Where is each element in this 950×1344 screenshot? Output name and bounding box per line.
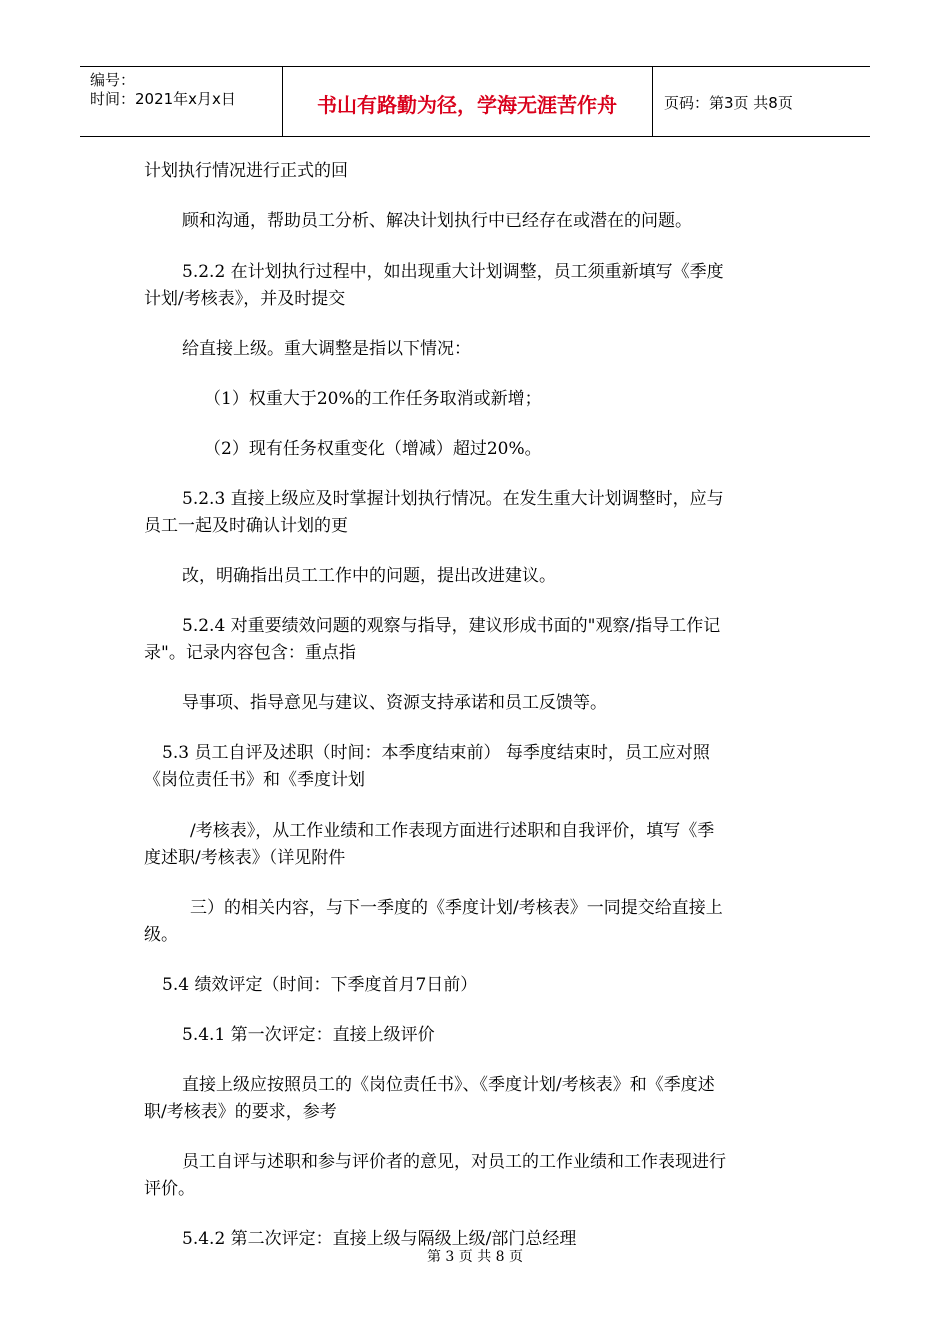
text-line: 5.2.4 对重要绩效问题的观察与指导，建议形成书面的"观察/指导工作记 [182, 616, 721, 636]
text-line: 改，明确指出员工工作中的问题，提出改进建议。 [182, 566, 556, 586]
header-page-cell [652, 67, 870, 136]
text-line: 5.2.3 直接上级应及时掌握计划执行情况。在发生重大计划调整时，应与 [182, 489, 724, 509]
document-number-label: 编号： [90, 71, 136, 89]
text-line: /考核表》，从工作业绩和工作表现方面进行述职和自我评价，填写《季 [190, 821, 715, 841]
text-line: 计划/考核表》，并及时提交 [144, 289, 346, 309]
header-motto: 书山有路勤为径，学海无涯苦作舟 [317, 93, 617, 117]
text-line: 员工自评与述职和参与评价者的意见，对员工的工作业绩和工作表现进行 [182, 1152, 726, 1172]
header-motto-cell [282, 67, 653, 136]
text-line: 三）的相关内容，与下一季度的《季度计划/考核表》一同提交给直接上 [190, 898, 723, 918]
text-line: 直接上级应按照员工的《岗位责任书》、《季度计划/考核表》和《季度述 [182, 1075, 715, 1095]
text-line: 5.4.1 第一次评定：直接上级评价 [182, 1025, 435, 1045]
text-line: 级。 [144, 925, 178, 945]
text-line: 录"。记录内容包含：重点指 [144, 643, 356, 663]
text-line: 计划执行情况进行正式的回 [144, 161, 348, 181]
text-line: 评价。 [144, 1179, 195, 1199]
text-line: 员工一起及时确认计划的更 [144, 516, 348, 536]
page-footer: 第 3 页 共 8 页 [426, 1249, 524, 1265]
text-line: 5.4 绩效评定（时间：下季度首月7日前） [162, 975, 478, 995]
text-line: 5.4.2 第二次评定：直接上级与隔级上级/部门总经理 [182, 1229, 577, 1249]
text-line: （2）现有任务权重变化（增减）超过20%。 [204, 439, 542, 459]
text-line: 给直接上级。重大调整是指以下情况： [182, 339, 471, 359]
page-header [80, 66, 870, 137]
text-line: （1）权重大于20%的工作任务取消或新增； [204, 389, 542, 409]
text-line: 职/考核表》的要求，参考 [144, 1102, 337, 1122]
text-line: 5.3 员工自评及述职（时间：本季度结束前） 每季度结束时，员工应对照 [162, 743, 710, 763]
header-info-cell [80, 67, 283, 136]
text-line: 顾和沟通，帮助员工分析、解决计划执行中已经存在或潜在的问题。 [182, 211, 692, 231]
text-line: 度述职/考核表》（详见附件 [144, 848, 346, 868]
text-line: 导事项、指导意见与建议、资源支持承诺和员工反馈等。 [182, 693, 607, 713]
text-line: 5.2.2 在计划执行过程中，如出现重大计划调整，员工须重新填写《季度 [182, 262, 724, 282]
text-line: 《岗位责任书》和《季度计划 [144, 770, 365, 790]
header-page-code: 页码：第3页 共8页 [664, 94, 793, 112]
document-time-label: 时间：2021年x月x日 [90, 90, 236, 108]
